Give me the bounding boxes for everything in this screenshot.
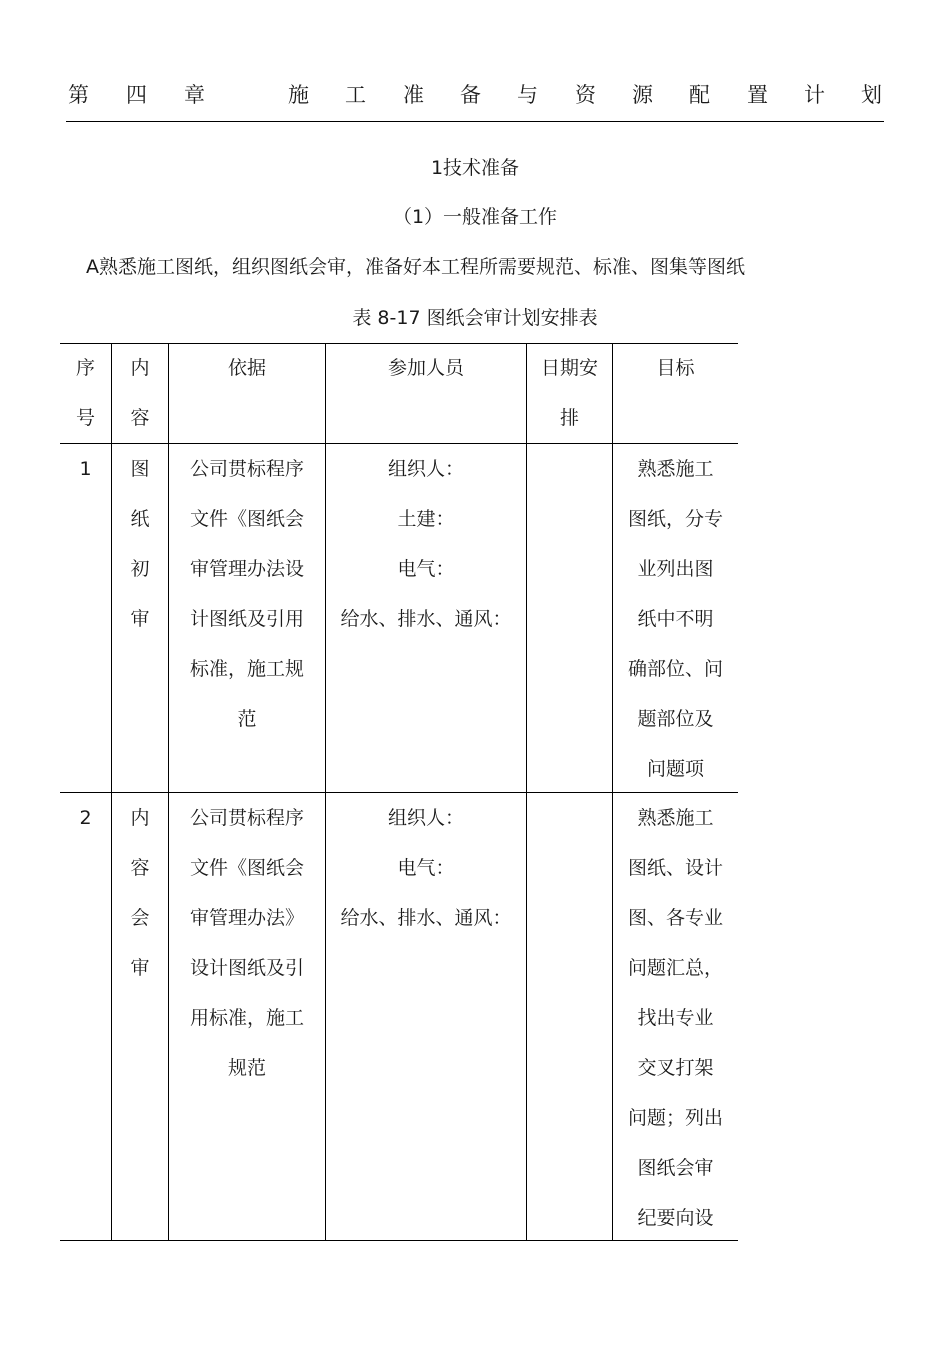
chapter-header [68, 80, 884, 110]
chapter-header-char: 施 [288, 83, 309, 107]
chapter-header-char: 章 [184, 83, 205, 107]
chapter-header-char: 工 [345, 83, 366, 107]
header-cell-participants: 参加人员 [387, 357, 464, 379]
chapter-header-char: 源 [632, 83, 653, 107]
row1-participants: 组织人： 土建： 电气： 给水、排水、通风： [340, 458, 512, 630]
table-rule [526, 343, 527, 1241]
header-cell-date: 日期安 排 [540, 357, 598, 429]
chapter-header-char: 配 [689, 83, 710, 107]
chapter-header-char: 置 [747, 83, 768, 107]
subsection-title: （1）一般准备工作 [392, 206, 558, 228]
review-plan-table [60, 343, 738, 1241]
row1-basis: 公司贯标程序 文件《图纸会 审管理办法设 计图纸及引用 标准，施工规 范 [189, 458, 304, 730]
row1-no: 1 [79, 458, 92, 480]
row1-content: 图 纸 初 审 [130, 458, 150, 630]
row2-content: 内 容 会 审 [130, 807, 150, 979]
header-rule [66, 121, 884, 122]
row2-participants: 组织人： 电气： 给水、排水、通风： [340, 807, 512, 929]
chapter-header-char: 备 [460, 83, 481, 107]
header-cell-goal: 目标 [656, 357, 695, 379]
row2-basis: 公司贯标程序 文件《图纸会 审管理办法》 设计图纸及引 用标准，施工 规范 [189, 807, 304, 1079]
chapter-header-char: 准 [403, 83, 424, 107]
table-caption: 表 8-17 图纸会审计划安排表 [352, 307, 598, 329]
row2-no: 2 [79, 807, 92, 829]
header-cell-basis: 依据 [227, 357, 266, 379]
row2-goal: 熟悉施工 图纸、设计 图、各专业 问题汇总， 找出专业 交叉打架 问题；列出 图纸会审 纪要向设 [627, 807, 723, 1229]
chapter-header-char: 计 [804, 83, 825, 107]
section-title: 1技术准备 [430, 157, 520, 179]
chapter-header-char: 划 [861, 83, 882, 107]
chapter-header-char: 四 [126, 83, 147, 107]
header-cell-content: 内 容 [130, 357, 150, 429]
intro-paragraph: A熟悉施工图纸，组织图纸会审，准备好本工程所需要规范、标准、图集等图纸 [86, 256, 745, 278]
chapter-header-char: 与 [517, 83, 538, 107]
row1-goal: 熟悉施工 图纸，分专 业列出图 纸中不明 确部位、问 题部位及 问题项 [627, 458, 723, 780]
header-cell-no: 序 号 [75, 357, 95, 429]
chapter-header-char: 第 [68, 83, 89, 107]
chapter-header-char: 资 [575, 83, 596, 107]
